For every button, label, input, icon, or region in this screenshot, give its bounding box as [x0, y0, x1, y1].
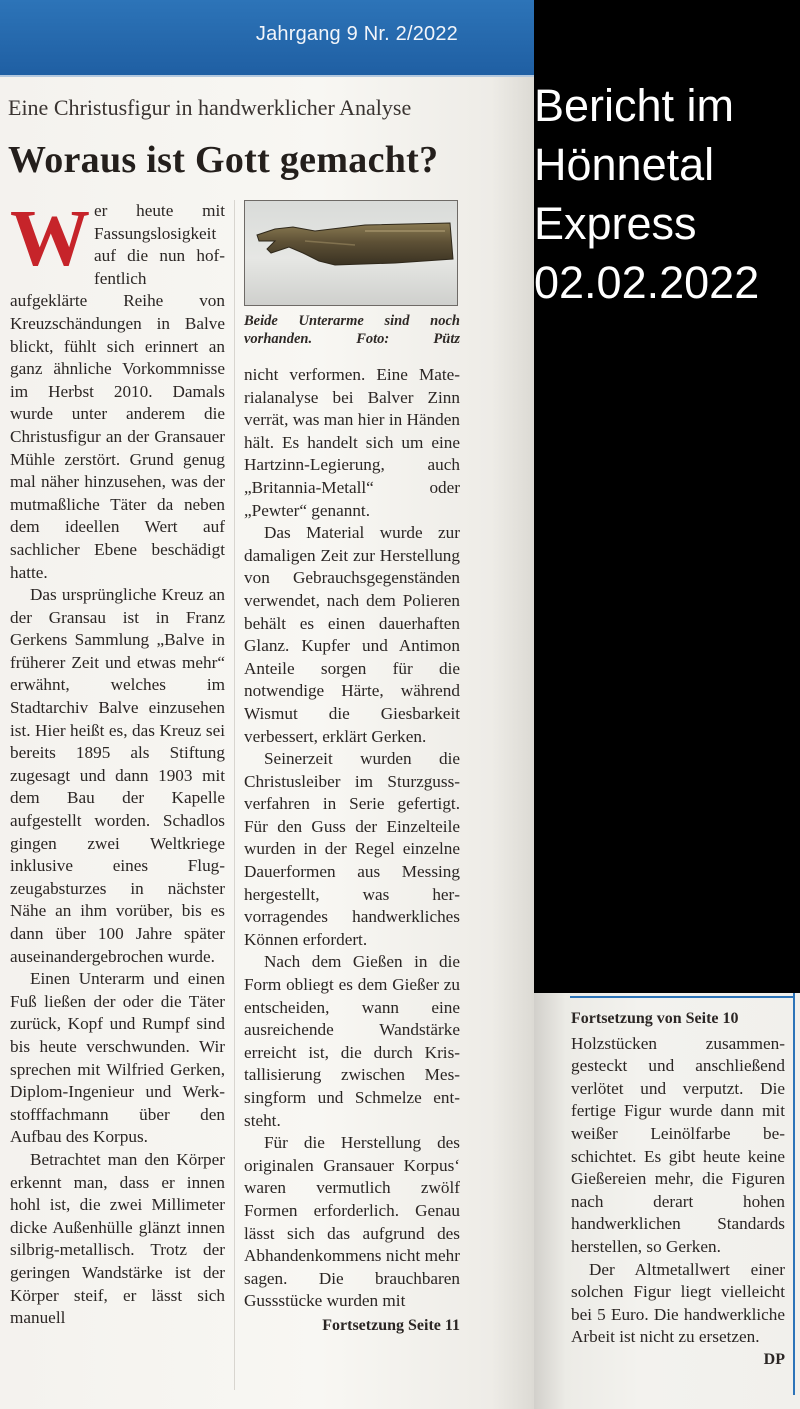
article-paragraph: Für die Herstellung des originalen Gransauer Korpus‘ waren vermutlich zwölf Formen erforderlich. Genau lässt sich das aufgrund des Abhandenkommens nicht mehr sagen. Die brauchbaren Gussstücke wurden mit — [244, 1133, 460, 1311]
overlay-line-2: Hönnetal — [534, 139, 715, 190]
article-paragraph: Betrachtet man den Körper erkennt man, dass er innen hohl ist, die zwei Millimeter dicke Außenhülle glänzt innen silbrig-metallisch. Trotz der geringen Wandstärke ist der Körper steif, er lässt sich manuell — [10, 1149, 225, 1328]
continuation-heading: Fortsetzung von Seite 10 — [571, 1010, 739, 1027]
article-column-1 — [10, 195, 225, 1330]
header-band — [0, 0, 534, 75]
article-paragraph: nicht verformen. Eine Materialanalyse bei Balver Zinn verrät, was man hier in Händen hält. Es handelt sich um eine Hartzinn-Legierung, auch „Britannia-Metall“ oder „Pewter“ genannt. — [244, 365, 460, 520]
article-paragraph: Seinerzeit wurden die Christusleiber im Sturzgussverfahren in Serie gefertigt. Für den Guss der Einzelteile wurden in der Regel einzelne Dauerformen aus Messing hergestellt, was hervorragendes handwerkliches Können erfordert. — [244, 749, 460, 949]
article-paragraph: Holzstücken zusammengesteckt und anschließend verlötet und verputzt. Die fertige Figur wurde dann mit weißer Leinölfarbe beschichtet. Es gibt heute keine Gießereien mehr, die Figuren nach derart hohen handwerklichen Standards herstellen, so Gerken. — [571, 1033, 785, 1256]
issue-label: Jahrgang 9 Nr. 2/2022 — [255, 23, 458, 45]
article-paragraph: Einen Unterarm und einen Fuß ließen der oder die Täter zurück, Kopf und Rumpf sind bis heute verschwunden. Wir sprechen mit Wilfried Gerken, Diplom-Ingenieur und Werkstofffachmann über den Aufbau des Korpus. — [10, 969, 225, 1147]
paragraph-text: er heute mit Fassungslosigkeit auf die nun hoffentlich aufgeklärte Reihe von Kreuzschändungen in Balve blickt, fühlt sich erinnert an ganz ähnliche Vorkommnisse im Herbst 2010. Damals wurde unter anderem die Christusfigur an der Gransauer Mühle zerstört. Grund genug mal näher hinzusehen, was der mutmaßliche Täter da neben dem ideellen Wert auf sachlicher Ebene beschädigt hatte. — [10, 201, 225, 582]
article-paragraph: Das Material wurde zur damaligen Zeit zur Herstellung von Gebrauchsgegenständen verwendet, nach dem Polieren behält es einen dauerhaften Glanz. Kupfer und Antimon Anteile sorgen für die notwendige Härte, während Wismut die Giesbarkeit verbessert, erklärt Gerken. — [244, 523, 460, 746]
photo-caption — [244, 312, 460, 348]
article-headline: Woraus ist Gott gemacht? — [8, 139, 439, 181]
article-paragraph: Nach dem Gießen in die Form obliegt es dem Gießer zu entscheiden, wann eine ausreichende Wandstärke erreicht ist, die durch Kristallisierung zwischen Messingform und Schmelze entsteht. — [244, 952, 460, 1130]
overlay-line-1: Bericht im — [534, 80, 735, 131]
forearm-photo — [244, 200, 458, 306]
article-paragraph: Das ursprüngliche Kreuz an der Gransau ist in Franz Gerkens Sammlung „Balve in früherer Zeit und etwas mehr“ erwähnt, welches im Stadtarchiv Balve einzusehen ist. Hier heißt es, das Kreuz sei bereits 1895 als Stiftung zugesagt und dann 1903 mit dem Bau der Kapelle aufgestellt worden. Schadlos gingen zwei Weltkriege inklusive eines Flugzeugabsturzes in nächster Nähe an ihm vorüber, bis es dann über 100 Jahre später auseinandergebrochen wurde. — [10, 585, 225, 966]
overlay-caption — [534, 76, 800, 312]
continued-label: Fortsetzung Seite 11 — [322, 1316, 460, 1334]
column-divider — [234, 200, 235, 1390]
box-border-top — [570, 996, 794, 998]
photo-credit: Foto: Pütz — [356, 331, 460, 347]
drop-cap: W — [10, 195, 90, 283]
author-initials: DP — [763, 1350, 785, 1368]
box-border-right — [793, 993, 795, 1395]
caption-text: Beide Unterarme sind noch vorhanden. — [244, 313, 460, 347]
paragraph-text: Der Altmetallwert einer solchen Figur liegt vielleicht bei 5 Euro. Die handwerkliche Arbeit ist nicht zu ersetzen. — [571, 1259, 785, 1347]
overlay-line-3: Express — [534, 198, 697, 249]
article-paragraph — [571, 1259, 785, 1368]
overlay-line-4: 02.02.2022 — [534, 257, 760, 308]
article-column-2 — [244, 200, 460, 1338]
article-kicker: Eine Christusfigur in handwerklicher Analyse — [8, 95, 412, 120]
continuation-column — [571, 1008, 785, 1372]
article-paragraph — [10, 195, 225, 584]
header-divider — [0, 75, 534, 77]
